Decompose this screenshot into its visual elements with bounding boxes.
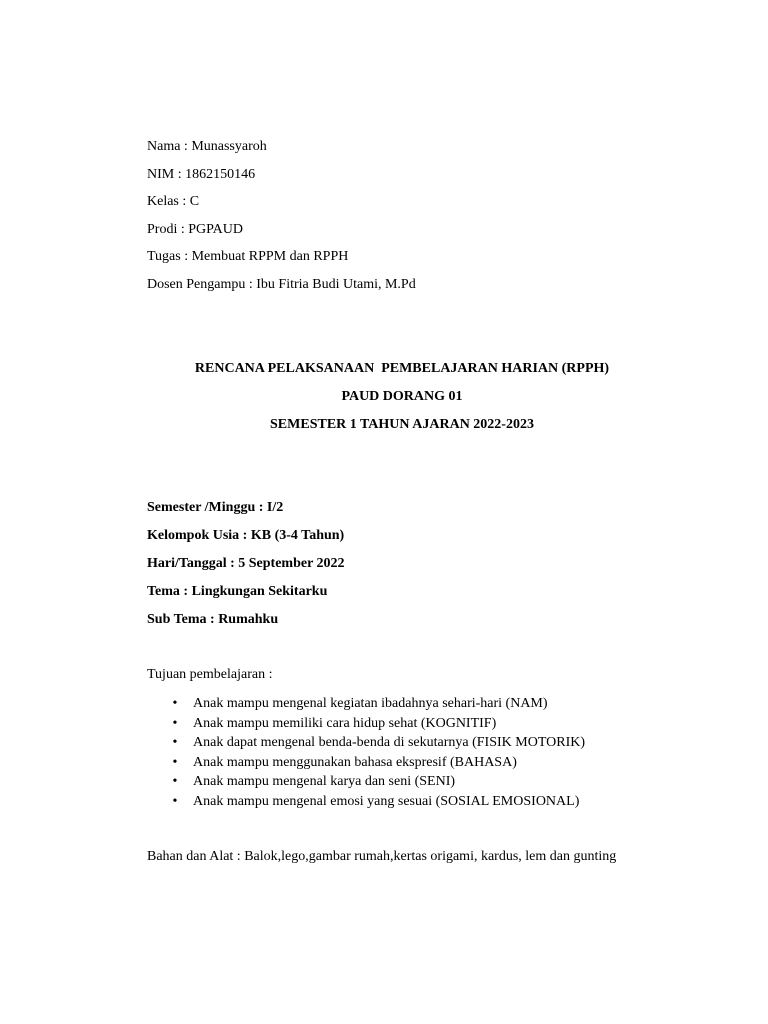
lecturer: Dosen Pengampu : Ibu Fitria Budi Utami, M.Pd xyxy=(147,276,416,292)
bullet-icon: • xyxy=(172,793,178,809)
goals-label: Tujuan pembelajaran : xyxy=(147,667,273,682)
list-item xyxy=(147,753,585,773)
title-line-1: RENCANA PELAKSANAAN PEMBELAJARAN HARIAN (RPPH) xyxy=(194,361,610,376)
study-program: Prodi : PGPAUD xyxy=(147,221,243,237)
materials-paragraph: Bahan dan Alat : Balok,lego,gambar rumah,kertas origami, kardus, lem dan gunting xyxy=(147,849,617,864)
document-title xyxy=(0,359,768,443)
meta-age-group: Kelompok Usia : KB (3-4 Tahun) xyxy=(147,528,345,543)
goal-text: Anak mampu mengenal emosi yang sesuai (SOSIAL EMOSIONAL) xyxy=(193,793,580,809)
list-item xyxy=(147,694,585,714)
goal-text: Anak mampu mengenal karya dan seni (SENI) xyxy=(193,774,456,789)
list-item xyxy=(147,772,585,792)
meta-subtheme: Sub Tema : Rumahku xyxy=(147,612,279,627)
bullet-icon: • xyxy=(172,715,178,731)
bullet-icon: • xyxy=(172,774,178,789)
identity-block xyxy=(147,137,416,303)
list-item xyxy=(147,792,585,812)
list-item xyxy=(147,714,585,734)
meta-date: Hari/Tanggal : 5 September 2022 xyxy=(147,556,345,571)
meta-semester: Semester /Minggu : I/2 xyxy=(147,500,284,515)
bullet-icon: • xyxy=(172,735,178,750)
goal-text: Anak mampu mengenal kegiatan ibadahnya sehari-hari (NAM) xyxy=(193,696,548,711)
bullet-icon: • xyxy=(172,696,178,711)
student-class: Kelas : C xyxy=(147,194,200,210)
lesson-meta xyxy=(147,498,345,638)
title-line-2: PAUD DORANG 01 xyxy=(341,389,463,404)
goals-list xyxy=(147,694,585,811)
goal-text: Anak mampu memiliki cara hidup sehat (KOGNITIF) xyxy=(193,715,497,731)
student-nim: NIM : 1862150146 xyxy=(147,166,256,182)
goal-text: Anak dapat mengenal benda-benda di sekutarnya (FISIK MOTORIK) xyxy=(193,735,586,750)
meta-theme: Tema : Lingkungan Sekitarku xyxy=(147,584,328,599)
goal-text: Anak mampu menggunakan bahasa ekspresif (BAHASA) xyxy=(193,754,517,770)
list-item xyxy=(147,733,585,753)
title-line-3: SEMESTER 1 TAHUN AJARAN 2022-2023 xyxy=(270,417,534,432)
assignment: Tugas : Membuat RPPM dan RPPH xyxy=(147,249,349,265)
bullet-icon: • xyxy=(172,754,178,770)
student-name: Nama : Munassyaroh xyxy=(147,139,267,154)
